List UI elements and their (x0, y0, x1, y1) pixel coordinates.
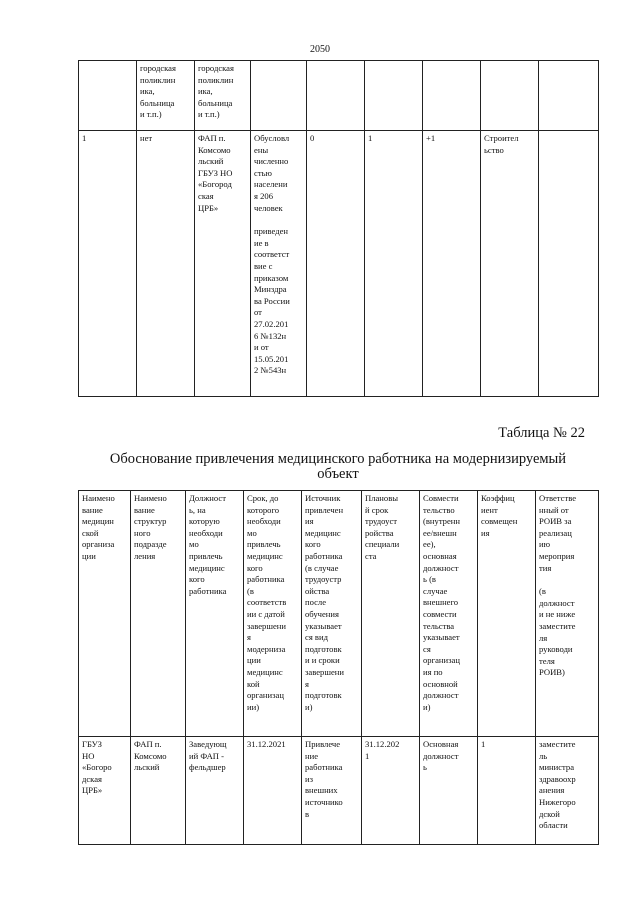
table-cell: городская поликлин ика, больница и т.п.) (195, 61, 251, 131)
table-cell: заместите ль министра здравоохр анения Нижегоро дской области (536, 737, 599, 845)
header-cell: Плановы й срок трудоуст ройства специали ста (362, 491, 420, 737)
table-cell: ФАП п. Комсомо льский (131, 737, 186, 845)
table-cell: 0 (307, 131, 365, 397)
table-cell: ФАП п. Комсомо льский ГБУЗ НО «Богород ская ЦРБ» (195, 131, 251, 397)
table-cell: городская поликлин ика, больница и т.п.) (137, 61, 195, 131)
table-cell: 1 (478, 737, 536, 845)
table-cell (79, 61, 137, 131)
table-cell (481, 61, 539, 131)
table-caption: Таблица № 22 (498, 425, 585, 441)
header-cell: Совмести тельство (внутренн ее/внешн ее), основная должност ь (в случае внешнего совмести тельства указывает ся организац ия по основной должност и) (420, 491, 478, 737)
table-cell: Основная должност ь (420, 737, 478, 845)
table-cell: Привлече ние работника из внешних источнико в (302, 737, 362, 845)
header-cell: Ответстве нный от РОИВ за реализац ию мероприя тия (в должност и не ниже заместите ля руководи теля РОИВ) (536, 491, 599, 737)
table-cell: 1 (365, 131, 423, 397)
top-table-continuation (78, 60, 599, 397)
table-cell: +1 (423, 131, 481, 397)
table-cell: 31.12.2021 (244, 737, 302, 845)
table-cell (539, 61, 599, 131)
table-cell (251, 61, 307, 131)
table-cell: ГБУЗ НО «Богоро дская ЦРБ» (79, 737, 131, 845)
header-cell: Источник привлечен ия медицинс кого работника (в случае трудоустр ойства после обучения указывает ся вид подготовк и и сроки завершени я подготовк и) (302, 491, 362, 737)
header-cell: Коэффиц иент совмещен ия (478, 491, 536, 737)
header-cell: Срок, до которого необходи мо привлечь медицинс кого работника (в соответств ии с датой завершени я модерниза ции медицинс кой организац ии) (244, 491, 302, 737)
table-title: Обоснование привлечения медицинского работника на модернизируемый объект (109, 451, 567, 482)
table-row (79, 737, 599, 845)
table-cell (307, 61, 365, 131)
page-number: 2050 (310, 44, 330, 55)
table-cell: Заведующ ий ФАП - фельдшер (186, 737, 244, 845)
table-cell: Строител ьство (481, 131, 539, 397)
table-cell: 31.12.202 1 (362, 737, 420, 845)
table-cell (539, 131, 599, 397)
header-cell: Наимено вание медицин ской организа ции (79, 491, 131, 737)
table-cell: 1 (79, 131, 137, 397)
justification-table (78, 490, 599, 845)
table-row (79, 61, 599, 131)
table-row (79, 131, 599, 397)
table-cell: нет (137, 131, 195, 397)
table-cell (423, 61, 481, 131)
header-cell: Должност ь, на которую необходи мо привлечь медицинс кого работника (186, 491, 244, 737)
table-cell: Обусловл ены численно стью населени я 206 человек приведен ие в соответст вие с приказом Минздра ва России от 27.02.201 6 №132н и от 15.05.201 2 №543н (251, 131, 307, 397)
table-cell (365, 61, 423, 131)
table-header-row (79, 491, 599, 737)
header-cell: Наимено вание структур ного подразде ления (131, 491, 186, 737)
